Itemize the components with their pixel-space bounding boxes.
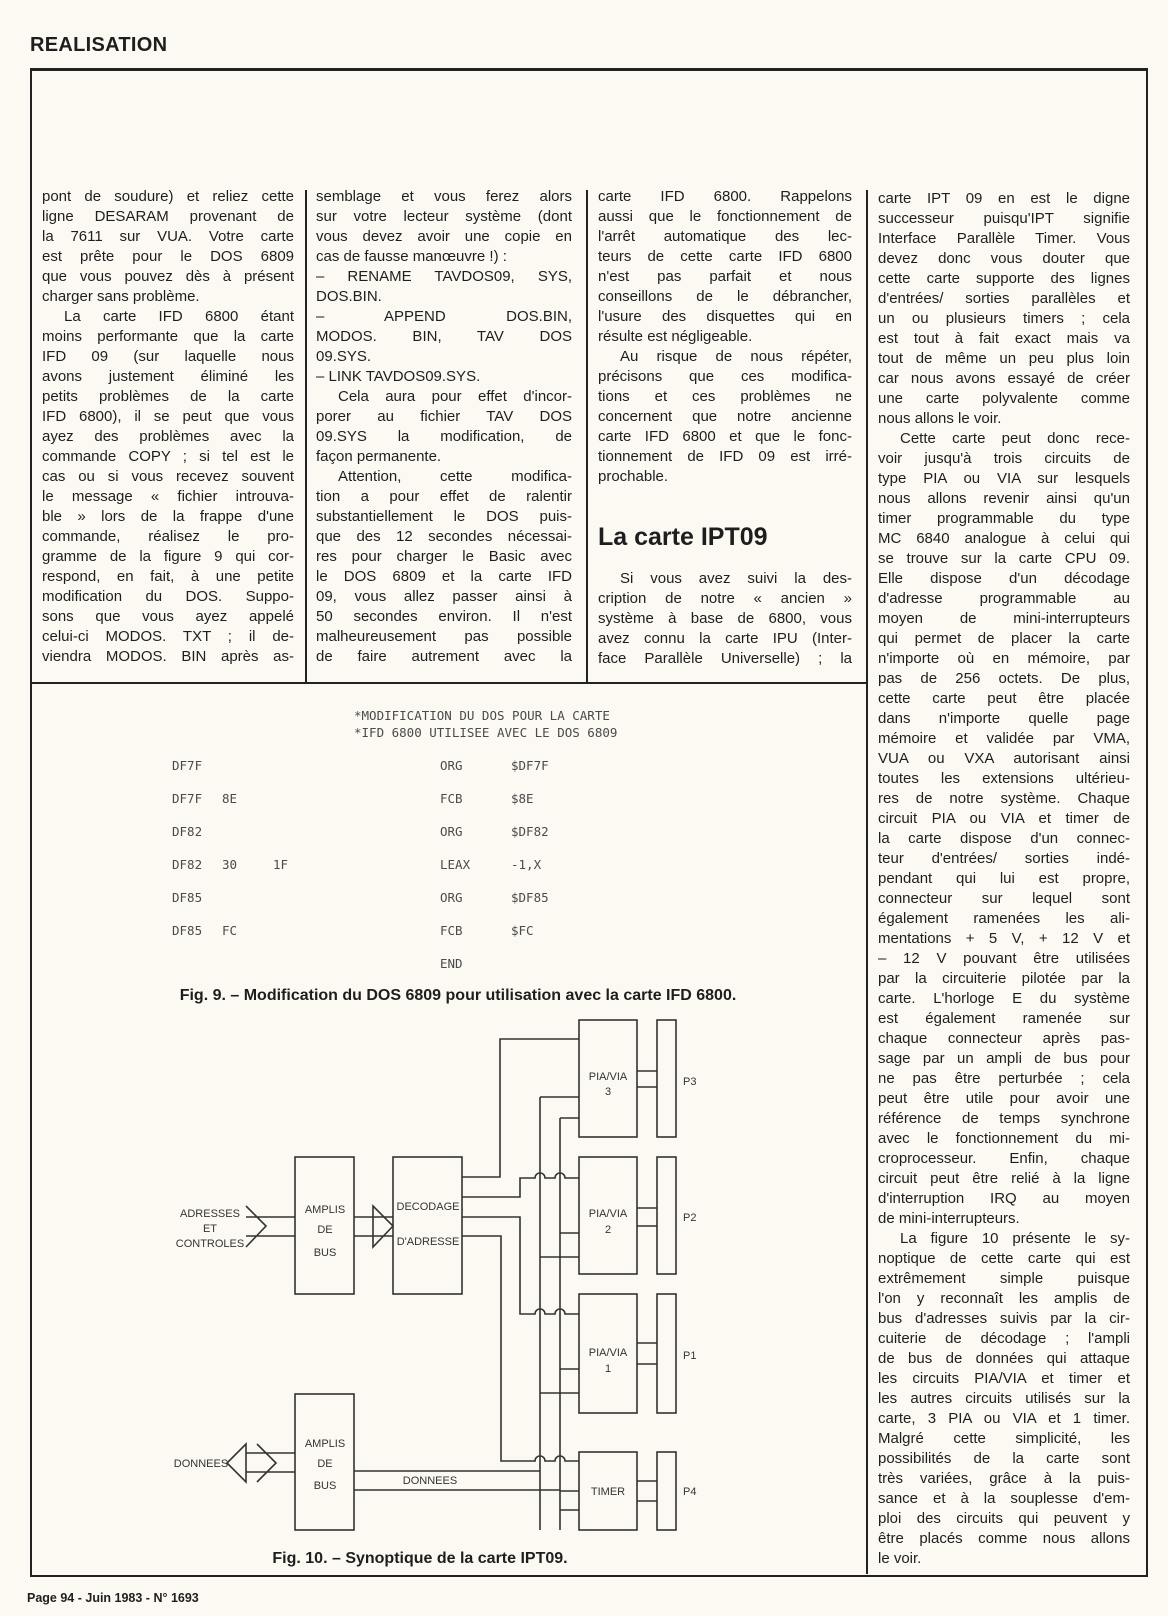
block-label: AMPLIS xyxy=(304,1204,346,1216)
text-line: commande, réalisez le pro- xyxy=(42,528,294,545)
port-links xyxy=(637,1071,657,1501)
address-decoder-block xyxy=(393,1157,462,1294)
text-line: dans n'importe quelle page xyxy=(878,710,1130,727)
text-line: une carte polyvalente comme xyxy=(878,390,1130,407)
block-label: PIA/VIA xyxy=(588,1347,628,1359)
listing-arg: $DF85 xyxy=(511,890,549,905)
text-line: 50 secondes environ. Il n'est xyxy=(316,608,572,625)
text-line: cription de notre « ancien » xyxy=(598,590,852,607)
listing-addr: DF85 xyxy=(172,890,203,905)
block-label: PIA/VIA xyxy=(588,1208,628,1220)
listing-op: FCB xyxy=(440,791,463,806)
text-line: successeur puisqu'IPT signifie xyxy=(878,210,1130,227)
text-line: celui-ci MODOS. TXT ; il de- xyxy=(42,628,294,645)
listing-arg: $DF82 xyxy=(511,824,549,839)
text-line: vous devez avoir une copie en xyxy=(316,228,572,245)
figure-10-caption: Fig. 10. – Synoptique de la carte IPT09. xyxy=(272,1550,568,1567)
text-line: cas de fausse manœuvre !) : xyxy=(316,248,507,265)
listing-b1: 30 xyxy=(222,857,238,872)
section-header: REALISATION xyxy=(30,34,168,56)
listing-op: END xyxy=(440,956,463,971)
text-line: les circuits PIA/VIA et timer et xyxy=(878,1370,1130,1387)
text-line: moins performante que la carte xyxy=(42,328,294,345)
text-line: le voir. xyxy=(878,1550,922,1567)
text-line: MODOS. BIN, TAV DOS xyxy=(316,328,572,345)
listing-addr: DF7F xyxy=(172,791,203,806)
text-line: Cela aura pour effet d'incor- xyxy=(338,388,572,405)
text-line: tionnement de IFD 09 est irré- xyxy=(598,448,852,465)
text-line: Cette carte peut donc rece- xyxy=(900,430,1130,447)
text-line: devez donc vous douter que xyxy=(878,250,1130,267)
text-line: très variées, grâce à la puis- xyxy=(878,1470,1130,1487)
text-line: 09.SYS. xyxy=(316,348,372,365)
text-line: que des 12 secondes nécessai- xyxy=(316,528,572,545)
text-line: sage par un ampli de bus pour xyxy=(878,1050,1130,1067)
text-line: l'on y reconnaît les amplis de xyxy=(878,1290,1130,1307)
text-line: prochable. xyxy=(598,468,669,485)
text-line: toutes les extensions ultérieu- xyxy=(878,770,1130,787)
data-input-label: DONNEES xyxy=(173,1458,229,1470)
text-line: timer programmable du type xyxy=(878,510,1130,527)
text-line: d'interruption IRQ au moyen xyxy=(878,1190,1130,1207)
text-line: face Parallèle Universelle) ; la xyxy=(598,650,852,667)
port-p4-connector xyxy=(657,1452,676,1530)
text-line: un ou plusieurs timers ; cela xyxy=(878,310,1130,327)
text-line: précisons que ces modifica- xyxy=(598,368,852,385)
listing-arg: $8E xyxy=(511,791,534,806)
text-line: Attention, cette modifica- xyxy=(338,468,572,485)
text-line: respond, en fait, à une petite xyxy=(42,568,294,585)
text-line: petits problèmes de la carte xyxy=(42,388,294,405)
text-line: ayez des problèmes avec la xyxy=(42,428,294,445)
text-line: avons justement éliminé les xyxy=(42,368,294,385)
block-label: TIMER xyxy=(590,1486,626,1498)
text-line: – APPEND DOS.BIN, xyxy=(316,308,572,325)
text-line: carte, 3 PIA ou VIA et 1 timer. xyxy=(878,1410,1130,1427)
text-line: l'arrêt automatique des lec- xyxy=(598,228,852,245)
text-line: carte IFD 6800 et que le fonc- xyxy=(598,428,852,445)
text-line: Si vous avez suivi la des- xyxy=(620,570,852,587)
text-line: le DOS 6809 et la carte IFD xyxy=(316,568,572,585)
text-line: noptique de cette carte qui est xyxy=(878,1250,1130,1267)
text-line: peut être utile pour avoir une xyxy=(878,1090,1130,1107)
text-line: sance et à la souplesse d'em- xyxy=(878,1490,1130,1507)
text-line: nous allons le voir. xyxy=(878,410,1002,427)
block-label: DECODAGE xyxy=(396,1201,460,1213)
text-line: système à base de 6800, vous xyxy=(598,610,852,627)
text-line: modification du DOS. Suppo- xyxy=(42,588,294,605)
address-bus-arrow xyxy=(354,1206,393,1247)
text-line: charger sans problème. xyxy=(42,288,200,305)
block-label: 2 xyxy=(604,1224,612,1236)
text-line: carte IPT 09 en est le digne xyxy=(878,190,1130,207)
text-line: concernent que notre ancienne xyxy=(598,408,852,425)
text-line: porer au fichier TAV DOS xyxy=(316,408,572,425)
text-line: Elle dispose d'un décodage xyxy=(878,570,1130,587)
text-line: mémoire et validée par VMA, xyxy=(878,730,1130,747)
text-line: conseillons de le débrancher, xyxy=(598,288,852,305)
listing-arg: -1,X xyxy=(511,857,542,872)
text-line: commande COPY ; si tel est le xyxy=(42,448,294,465)
address-input-label: CONTROLES xyxy=(175,1238,245,1250)
text-line: IFD 6800), il se peut que vous xyxy=(42,408,294,425)
text-line: façon permanente. xyxy=(316,448,442,465)
text-line: mentations + 5 V, + 12 V et xyxy=(878,930,1130,947)
text-line: malheureusement pas possible xyxy=(316,628,572,645)
text-line: se trouve sur la carte CPU 09. xyxy=(878,550,1130,567)
text-line: ne pas être perturbée ; cela xyxy=(878,1070,1130,1087)
text-line: également ramenées les ali- xyxy=(878,910,1130,927)
text-line: résulte est négligeable. xyxy=(598,328,753,345)
text-line: de faire autrement avec la xyxy=(316,648,572,665)
text-line: avez connu la carte IPU (Inter- xyxy=(598,630,852,647)
text-line: substantiellement le DOS puis- xyxy=(316,508,572,525)
text-line: res pour charger le Basic avec xyxy=(316,548,572,565)
text-line: est prête pour le DOS 6809 xyxy=(42,248,294,265)
text-line: connecteur sur lequel sont xyxy=(878,890,1130,907)
text-line: bus d'adresses suivis par la cir- xyxy=(878,1310,1130,1327)
text-line: Interface Parallèle Timer. Vous xyxy=(878,230,1130,247)
block-label: 1 xyxy=(604,1363,612,1375)
text-line: semblage et vous ferez alors xyxy=(316,188,572,205)
text-line: est tout à fait exact mais va xyxy=(878,330,1130,347)
text-line: cette carte supporte des lignes xyxy=(878,270,1130,287)
text-line: sons que vous ayez appelé xyxy=(42,608,294,625)
text-line: n'importe où en mémoire, par xyxy=(878,650,1130,667)
listing-op: ORG xyxy=(440,890,463,905)
listing-addr: DF85 xyxy=(172,923,203,938)
section-heading: La carte IPT09 xyxy=(598,523,768,551)
text-line: ble » lors de la frappe d'une xyxy=(42,508,294,525)
block-label: 3 xyxy=(604,1086,612,1098)
port-label: P1 xyxy=(683,1350,697,1362)
address-input-label: ADRESSES xyxy=(180,1208,240,1220)
select-line-1 xyxy=(462,1217,579,1314)
listing-comment: *IFD 6800 UTILISEE AVEC LE DOS 6809 xyxy=(354,725,618,740)
block-label: BUS xyxy=(313,1247,337,1259)
text-line: teur d'entrées/ sorties indé- xyxy=(878,850,1130,867)
text-line: DOS.BIN. xyxy=(316,288,382,305)
text-line: être placés comme nous allons xyxy=(878,1530,1130,1547)
port-label: P3 xyxy=(683,1076,697,1088)
listing-arg: $FC xyxy=(511,923,534,938)
text-line: possibilités de la carte sont xyxy=(878,1450,1130,1467)
text-line: La carte IFD 6800 étant xyxy=(64,308,294,325)
text-line: circuit PIA ou VIA et timer de xyxy=(878,810,1130,827)
text-line: l'usure des disquettes qui en xyxy=(598,308,852,325)
text-line: pendant qui lui est propre, xyxy=(878,870,1130,887)
text-line: ligne DESARAM provenant de xyxy=(42,208,294,225)
text-line: aussi que le fonctionnement de xyxy=(598,208,852,225)
block-label: PIA/VIA xyxy=(588,1071,628,1083)
text-line: sur votre lecteur système (dont xyxy=(316,208,572,225)
text-line: croprocesseur. Enfin, chaque xyxy=(878,1150,1130,1167)
listing-b2: 1F xyxy=(273,857,289,872)
text-line: le message « fichier introuva- xyxy=(42,488,294,505)
text-line: Malgré cette simplicité, les xyxy=(878,1430,1130,1447)
listing-arg: $DF7F xyxy=(511,758,549,773)
text-line: moyen de mini-interrupteurs xyxy=(878,610,1130,627)
text-line: pont de soudure) et reliez cette xyxy=(42,188,294,205)
listing-op: ORG xyxy=(440,758,463,773)
text-line: est également ramenée sur xyxy=(878,1010,1130,1027)
text-line: – LINK TAVDOS09.SYS. xyxy=(316,368,481,385)
text-line: chaque connecteur après pas- xyxy=(878,1030,1130,1047)
text-line: carte. L'horloge E du système xyxy=(878,990,1130,1007)
text-line: la carte dispose d'un connec- xyxy=(878,830,1130,847)
text-line: la 7611 sur VUA. Votre carte xyxy=(42,228,294,245)
port-p3-connector xyxy=(657,1020,676,1137)
text-line: ploi des circuits qui peuvent y xyxy=(878,1510,1130,1527)
text-line: d'adresse programmable au xyxy=(878,590,1130,607)
text-line: que vous pouvez dès à présent xyxy=(42,268,294,285)
block-label: DE xyxy=(317,1458,333,1470)
text-line: avec le fonctionnement du mi- xyxy=(878,1130,1130,1147)
page-footer: Page 94 - Juin 1983 - N° 1693 xyxy=(27,1591,199,1605)
port-label: P2 xyxy=(683,1212,697,1224)
data-bus-label: DONNEES xyxy=(402,1475,458,1487)
text-line: res de notre système. Chaque xyxy=(878,790,1130,807)
select-line-3 xyxy=(462,1039,579,1177)
address-input-arrow xyxy=(246,1206,295,1247)
listing-op: FCB xyxy=(440,923,463,938)
listing-op: ORG xyxy=(440,824,463,839)
block-label: DE xyxy=(317,1224,333,1236)
listing-comment: *MODIFICATION DU DOS POUR LA CARTE xyxy=(354,708,610,723)
text-line: nous allons revenir ainsi qu'un xyxy=(878,490,1130,507)
text-line: qui permet de placer la carte xyxy=(878,630,1130,647)
text-line: par la circuiterie pilotée par la xyxy=(878,970,1130,987)
text-line: – 12 V pouvant être utilisées xyxy=(878,950,1130,967)
address-input-label: ET xyxy=(202,1223,218,1235)
port-label: P4 xyxy=(683,1486,697,1498)
text-line: 09.SYS la modification, de xyxy=(316,428,572,445)
text-line: La figure 10 présente le sy- xyxy=(900,1230,1130,1247)
text-line: viendra MODOS. BIN après as- xyxy=(42,648,294,665)
text-line: gramme de la figure 9 qui cor- xyxy=(42,548,294,565)
listing-b1: 8E xyxy=(222,791,238,806)
text-line: type PIA ou VIA sur lesquels xyxy=(878,470,1130,487)
block-label: AMPLIS xyxy=(304,1438,346,1450)
text-line: teurs de cette carte IFD 6800 xyxy=(598,248,852,265)
listing-addr: DF82 xyxy=(172,857,203,872)
text-line: voir jusqu'à trois circuits de xyxy=(878,450,1130,467)
block-label: BUS xyxy=(313,1480,337,1492)
text-line: tion a pour effet de ralentir xyxy=(316,488,572,505)
text-line: cuiterie de décodage ; l'ampli xyxy=(878,1330,1130,1347)
text-line: carte IFD 6800. Rappelons xyxy=(598,188,852,205)
data-input-arrow xyxy=(227,1444,295,1482)
text-line: car nous avons essayé de créer xyxy=(878,370,1130,387)
text-line: – RENAME TAVDOS09, SYS, xyxy=(316,268,572,285)
text-line: circuit peut être relié à la ligne xyxy=(878,1170,1130,1187)
text-line: tions et ces problèmes ne xyxy=(598,388,852,405)
text-line: 09, vous allez passer ainsi à xyxy=(316,588,572,605)
block-label: D'ADRESSE xyxy=(396,1236,460,1248)
text-line: IFD 09 (sur laquelle nous xyxy=(42,348,294,365)
figure-9-caption: Fig. 9. – Modification du DOS 6809 pour utilisation avec la carte IFD 6800. xyxy=(179,987,737,1004)
text-line: n'est pas parfait et nous xyxy=(598,268,852,285)
listing-b1: FC xyxy=(222,923,238,938)
port-p1-connector xyxy=(657,1294,676,1413)
text-line: cette carte peut être placée xyxy=(878,690,1130,707)
text-line: d'entrées/ sorties parallèles et xyxy=(878,290,1130,307)
text-line: VUA ou VXA autorisant ainsi xyxy=(878,750,1130,767)
text-line: tout de même un peu plus loin xyxy=(878,350,1130,367)
text-line: cas ou si vous recevez souvent xyxy=(42,468,294,485)
text-line: extrêmement simple puisque xyxy=(878,1270,1130,1287)
text-line: référence de temps synchrone xyxy=(878,1110,1130,1127)
listing-op: LEAX xyxy=(440,857,471,872)
text-line: Au risque de nous répéter, xyxy=(620,348,852,365)
text-line: MC 6840 analogue à celui qui xyxy=(878,530,1130,547)
listing-addr: DF7F xyxy=(172,758,203,773)
port-p2-connector xyxy=(657,1157,676,1274)
listing-addr: DF82 xyxy=(172,824,203,839)
text-line: de bus de données qui attaque xyxy=(878,1350,1130,1367)
text-line: pas de 256 octets. De plus, xyxy=(878,670,1130,687)
text-line: les autres circuits utilisés sur la xyxy=(878,1390,1130,1407)
text-line: de mini-interrupteurs. xyxy=(878,1210,1020,1227)
